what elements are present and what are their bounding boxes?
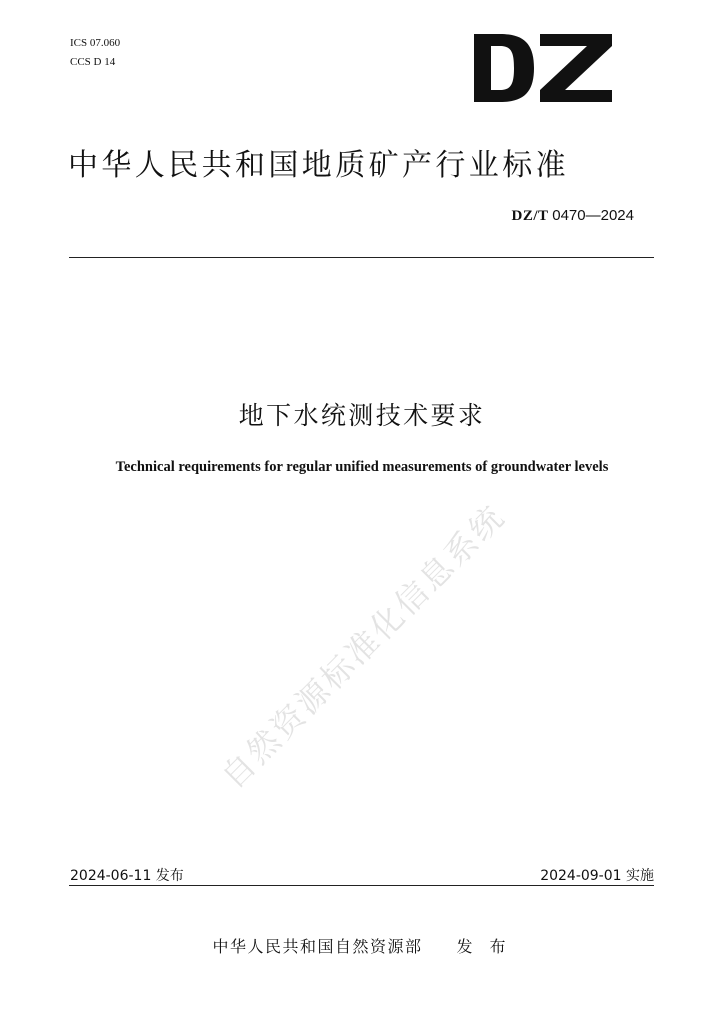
publisher-name: 中华人民共和国自然资源部 <box>212 937 423 956</box>
standard-number-value: 0470—2024 <box>552 207 634 224</box>
implementation-date: 2024-09-01 实施 <box>540 868 654 884</box>
document-title-english: Technical requirements for regular unified measurements of groundwater levels <box>115 459 609 475</box>
standard-number <box>511 207 634 225</box>
standard-number-prefix: DZ/T <box>511 208 549 224</box>
publisher-action: 发 布 <box>456 937 512 956</box>
standard-organization-title: 中华人民共和国地质矿产行业标准 <box>68 148 569 183</box>
dz-logo <box>474 34 612 102</box>
footer-divider <box>69 885 654 886</box>
issue-date: 2024-06-11 发布 <box>70 868 184 884</box>
classification-codes <box>70 34 120 72</box>
header-divider <box>69 257 654 258</box>
publisher-line <box>0 934 724 957</box>
ics-code: ICS 07.060 <box>70 37 121 49</box>
document-title-chinese: 地下水统测技术要求 <box>238 401 486 430</box>
watermark-text: 自然资源标准化信息系统 <box>213 496 513 796</box>
ccs-code: CCS D 14 <box>70 56 116 68</box>
